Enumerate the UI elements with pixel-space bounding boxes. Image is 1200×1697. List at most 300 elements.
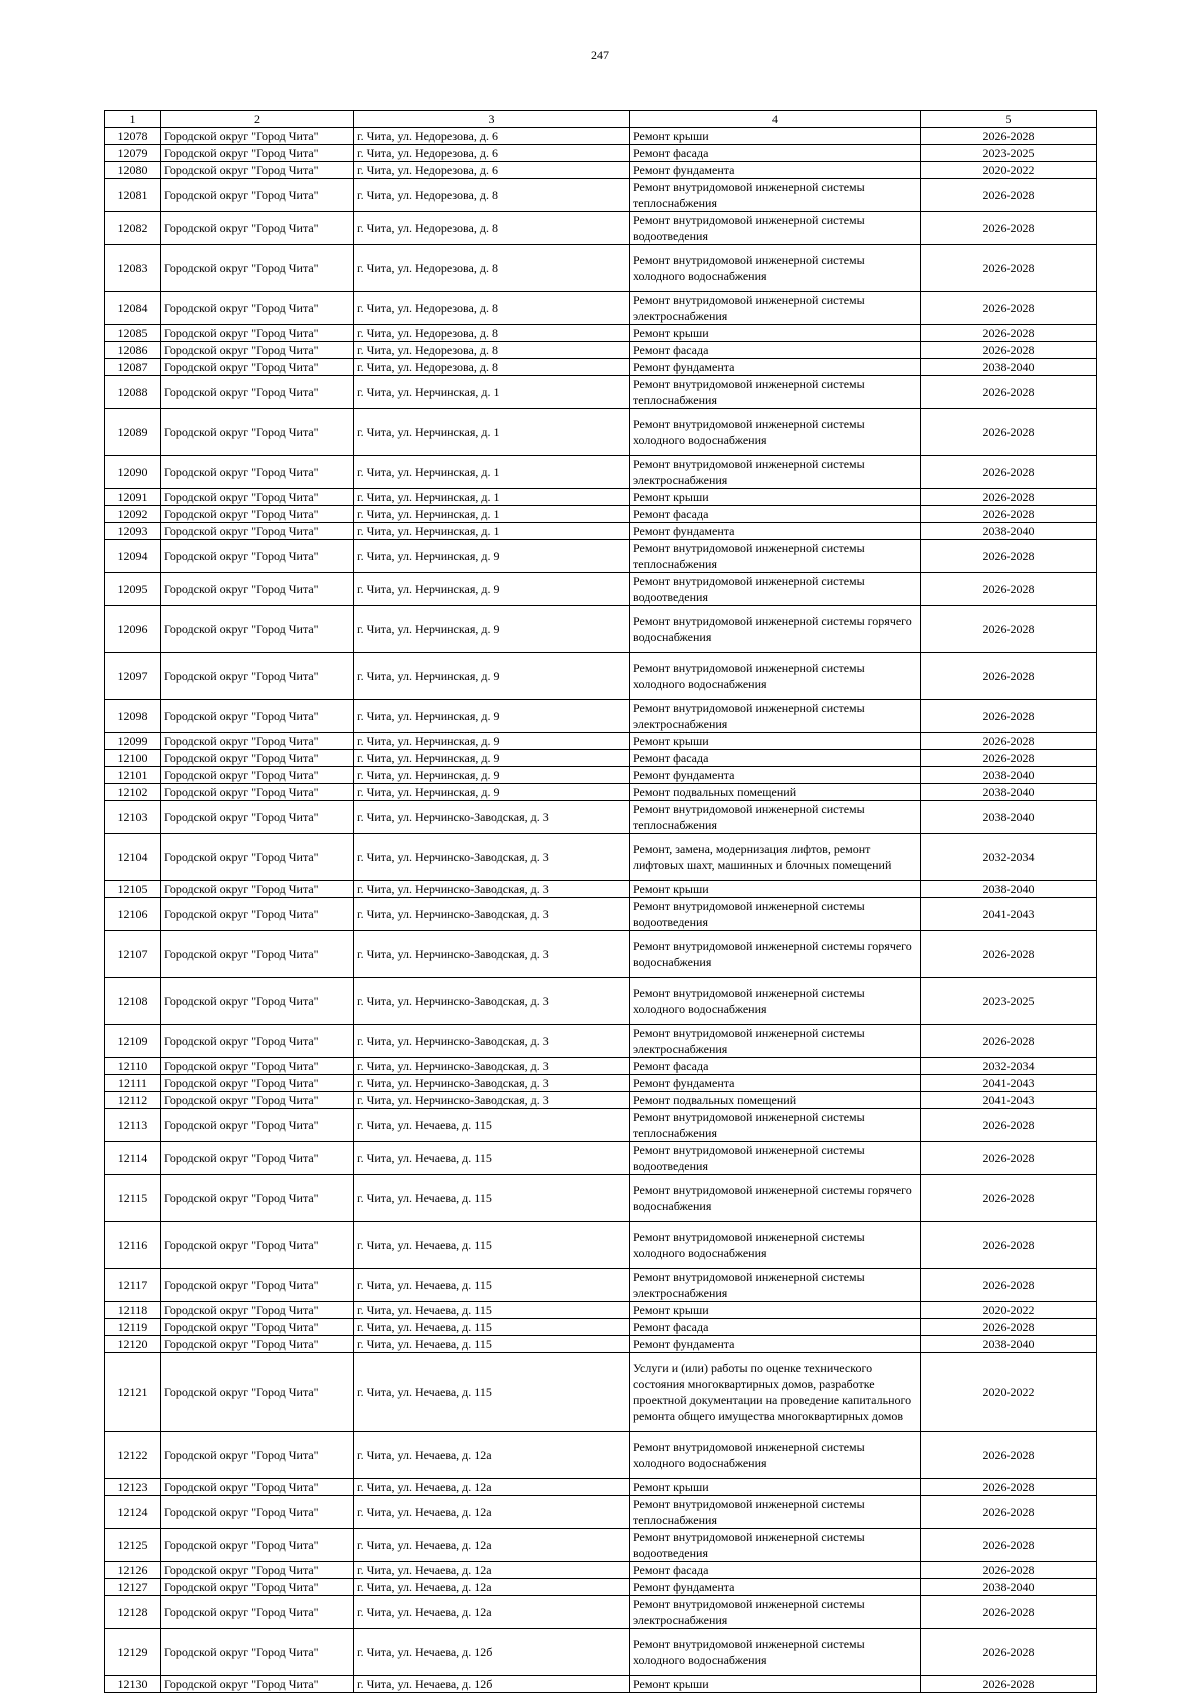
address-cell: г. Чита, ул. Нерчинская, д. 9 xyxy=(354,573,630,606)
municipality-cell: Городской округ "Город Чита" xyxy=(161,409,354,456)
table-row xyxy=(105,653,1097,700)
municipality-cell: Городской округ "Город Чита" xyxy=(161,245,354,292)
row-number-cell: 12103 xyxy=(105,801,161,834)
table-row xyxy=(105,456,1097,489)
municipality-cell: Городской округ "Город Чита" xyxy=(161,1175,354,1222)
municipality-cell: Городской округ "Город Чита" xyxy=(161,801,354,834)
table-row xyxy=(105,1109,1097,1142)
period-cell: 2026-2028 xyxy=(921,325,1097,342)
row-number-cell: 12094 xyxy=(105,540,161,573)
period-cell: 2026-2028 xyxy=(921,700,1097,733)
period-cell: 2020-2022 xyxy=(921,1353,1097,1432)
municipality-cell: Городской округ "Город Чита" xyxy=(161,834,354,881)
work-type-cell: Ремонт крыши xyxy=(630,489,921,506)
work-type-cell: Ремонт крыши xyxy=(630,733,921,750)
row-number-cell: 12092 xyxy=(105,506,161,523)
municipality-cell: Городской округ "Город Чита" xyxy=(161,1496,354,1529)
address-cell: г. Чита, ул. Нерчинская, д. 9 xyxy=(354,540,630,573)
work-type-cell: Ремонт внутридомовой инженерной системы электроснабжения xyxy=(630,700,921,733)
column-header: 1 xyxy=(105,111,161,128)
municipality-cell: Городской округ "Город Чита" xyxy=(161,489,354,506)
period-cell: 2026-2028 xyxy=(921,342,1097,359)
table-row xyxy=(105,342,1097,359)
column-header: 4 xyxy=(630,111,921,128)
row-number-cell: 12125 xyxy=(105,1529,161,1562)
row-number-cell: 12100 xyxy=(105,750,161,767)
address-cell: г. Чита, ул. Нерчинско-Заводская, д. 3 xyxy=(354,881,630,898)
table-row xyxy=(105,145,1097,162)
table-row xyxy=(105,325,1097,342)
period-cell: 2026-2028 xyxy=(921,489,1097,506)
work-type-cell: Ремонт крыши xyxy=(630,128,921,145)
municipality-cell: Городской округ "Город Чита" xyxy=(161,540,354,573)
table-row xyxy=(105,1175,1097,1222)
municipality-cell: Городской округ "Город Чита" xyxy=(161,750,354,767)
municipality-cell: Городской округ "Город Чита" xyxy=(161,1319,354,1336)
work-type-cell: Ремонт внутридомовой инженерной системы электроснабжения xyxy=(630,292,921,325)
row-number-cell: 12111 xyxy=(105,1075,161,1092)
work-type-cell: Ремонт внутридомовой инженерной системы холодного водоснабжения xyxy=(630,1222,921,1269)
municipality-cell: Городской округ "Город Чита" xyxy=(161,128,354,145)
address-cell: г. Чита, ул. Нерчинская, д. 9 xyxy=(354,750,630,767)
work-type-cell: Ремонт фундамента xyxy=(630,1075,921,1092)
address-cell: г. Чита, ул. Нечаева, д. 12а xyxy=(354,1496,630,1529)
period-cell: 2038-2040 xyxy=(921,881,1097,898)
address-cell: г. Чита, ул. Нечаева, д. 12а xyxy=(354,1529,630,1562)
municipality-cell: Городской округ "Город Чита" xyxy=(161,1529,354,1562)
work-type-cell: Ремонт внутридомовой инженерной системы теплоснабжения xyxy=(630,179,921,212)
work-type-cell: Услуги и (или) работы по оценке технического состояния многоквартирных домов, разработке проектной документации на проведение капитального ремонта общего имущества многоквартирных домов xyxy=(630,1353,921,1432)
work-type-cell: Ремонт внутридомовой инженерной системы холодного водоснабжения xyxy=(630,653,921,700)
municipality-cell: Городской округ "Город Чита" xyxy=(161,376,354,409)
table-row xyxy=(105,1529,1097,1562)
row-number-cell: 12124 xyxy=(105,1496,161,1529)
period-cell: 2026-2028 xyxy=(921,179,1097,212)
municipality-cell: Городской округ "Город Чита" xyxy=(161,359,354,376)
period-cell: 2026-2028 xyxy=(921,1175,1097,1222)
row-number-cell: 12118 xyxy=(105,1302,161,1319)
table-row xyxy=(105,1142,1097,1175)
municipality-cell: Городской округ "Город Чита" xyxy=(161,700,354,733)
address-cell: г. Чита, ул. Нерчинская, д. 9 xyxy=(354,653,630,700)
address-cell: г. Чита, ул. Нерчинско-Заводская, д. 3 xyxy=(354,1092,630,1109)
municipality-cell: Городской округ "Город Чита" xyxy=(161,1353,354,1432)
address-cell: г. Чита, ул. Нечаева, д. 12б xyxy=(354,1676,630,1693)
row-number-cell: 12117 xyxy=(105,1269,161,1302)
work-type-cell: Ремонт внутридомовой инженерной системы горячего водоснабжения xyxy=(630,1175,921,1222)
address-cell: г. Чита, ул. Нечаева, д. 115 xyxy=(354,1222,630,1269)
work-type-cell: Ремонт фасада xyxy=(630,750,921,767)
municipality-cell: Городской округ "Город Чита" xyxy=(161,1629,354,1676)
work-type-cell: Ремонт внутридомовой инженерной системы электроснабжения xyxy=(630,1269,921,1302)
municipality-cell: Городской округ "Город Чита" xyxy=(161,931,354,978)
table-row xyxy=(105,1269,1097,1302)
period-cell: 2026-2028 xyxy=(921,1529,1097,1562)
work-type-cell: Ремонт внутридомовой инженерной системы водоотведения xyxy=(630,898,921,931)
address-cell: г. Чита, ул. Недорезова, д. 8 xyxy=(354,325,630,342)
table-row xyxy=(105,162,1097,179)
table-row xyxy=(105,750,1097,767)
row-number-cell: 12080 xyxy=(105,162,161,179)
work-type-cell: Ремонт фундамента xyxy=(630,162,921,179)
period-cell: 2023-2025 xyxy=(921,145,1097,162)
municipality-cell: Городской округ "Город Чита" xyxy=(161,1025,354,1058)
period-cell: 2026-2028 xyxy=(921,1629,1097,1676)
table-row xyxy=(105,573,1097,606)
address-cell: г. Чита, ул. Нерчинская, д. 1 xyxy=(354,523,630,540)
row-number-cell: 12116 xyxy=(105,1222,161,1269)
period-cell: 2026-2028 xyxy=(921,1222,1097,1269)
work-type-cell: Ремонт внутридомовой инженерной системы водоотведения xyxy=(630,212,921,245)
row-number-cell: 12097 xyxy=(105,653,161,700)
period-cell: 2038-2040 xyxy=(921,784,1097,801)
municipality-cell: Городской округ "Город Чита" xyxy=(161,898,354,931)
period-cell: 2026-2028 xyxy=(921,1109,1097,1142)
row-number-cell: 12101 xyxy=(105,767,161,784)
work-type-cell: Ремонт внутридомовой инженерной системы теплоснабжения xyxy=(630,1496,921,1529)
address-cell: г. Чита, ул. Нерчинская, д. 9 xyxy=(354,606,630,653)
table-row xyxy=(105,931,1097,978)
row-number-cell: 12098 xyxy=(105,700,161,733)
table-row xyxy=(105,834,1097,881)
address-cell: г. Чита, ул. Нерчинская, д. 9 xyxy=(354,767,630,784)
address-cell: г. Чита, ул. Нечаева, д. 12а xyxy=(354,1579,630,1596)
column-header: 3 xyxy=(354,111,630,128)
work-type-cell: Ремонт фундамента xyxy=(630,523,921,540)
municipality-cell: Городской округ "Город Чита" xyxy=(161,292,354,325)
table-row xyxy=(105,1319,1097,1336)
row-number-cell: 12095 xyxy=(105,573,161,606)
row-number-cell: 12127 xyxy=(105,1579,161,1596)
address-cell: г. Чита, ул. Недорезова, д. 8 xyxy=(354,359,630,376)
row-number-cell: 12114 xyxy=(105,1142,161,1175)
period-cell: 2026-2028 xyxy=(921,128,1097,145)
work-type-cell: Ремонт внутридомовой инженерной системы холодного водоснабжения xyxy=(630,409,921,456)
table-row xyxy=(105,179,1097,212)
table-row xyxy=(105,540,1097,573)
address-cell: г. Чита, ул. Недорезова, д. 8 xyxy=(354,179,630,212)
period-cell: 2026-2028 xyxy=(921,1269,1097,1302)
work-type-cell: Ремонт внутридомовой инженерной системы электроснабжения xyxy=(630,456,921,489)
period-cell: 2020-2022 xyxy=(921,1302,1097,1319)
table-row xyxy=(105,489,1097,506)
row-number-cell: 12096 xyxy=(105,606,161,653)
row-number-cell: 12084 xyxy=(105,292,161,325)
row-number-cell: 12091 xyxy=(105,489,161,506)
municipality-cell: Городской округ "Город Чита" xyxy=(161,162,354,179)
address-cell: г. Чита, ул. Нерчинская, д. 1 xyxy=(354,489,630,506)
municipality-cell: Городской округ "Город Чита" xyxy=(161,1596,354,1629)
work-type-cell: Ремонт внутридомовой инженерной системы теплоснабжения xyxy=(630,801,921,834)
municipality-cell: Городской округ "Город Чита" xyxy=(161,1479,354,1496)
address-cell: г. Чита, ул. Нечаева, д. 12б xyxy=(354,1629,630,1676)
municipality-cell: Городской округ "Город Чита" xyxy=(161,978,354,1025)
period-cell: 2023-2025 xyxy=(921,978,1097,1025)
work-type-cell: Ремонт фасада xyxy=(630,1562,921,1579)
table-row xyxy=(105,733,1097,750)
row-number-cell: 12130 xyxy=(105,1676,161,1693)
address-cell: г. Чита, ул. Недорезова, д. 8 xyxy=(354,245,630,292)
row-number-cell: 12081 xyxy=(105,179,161,212)
table-row xyxy=(105,409,1097,456)
municipality-cell: Городской округ "Город Чита" xyxy=(161,1302,354,1319)
municipality-cell: Городской округ "Город Чита" xyxy=(161,881,354,898)
period-cell: 2032-2034 xyxy=(921,1058,1097,1075)
municipality-cell: Городской округ "Город Чита" xyxy=(161,1676,354,1693)
row-number-cell: 12120 xyxy=(105,1336,161,1353)
municipality-cell: Городской округ "Город Чита" xyxy=(161,1579,354,1596)
row-number-cell: 12108 xyxy=(105,978,161,1025)
row-number-cell: 12104 xyxy=(105,834,161,881)
row-number-cell: 12082 xyxy=(105,212,161,245)
work-type-cell: Ремонт внутридомовой инженерной системы электроснабжения xyxy=(630,1596,921,1629)
municipality-cell: Городской округ "Город Чита" xyxy=(161,456,354,489)
work-type-cell: Ремонт, замена, модернизация лифтов, ремонт лифтовых шахт, машинных и блочных помещений xyxy=(630,834,921,881)
municipality-cell: Городской округ "Город Чита" xyxy=(161,145,354,162)
period-cell: 2026-2028 xyxy=(921,456,1097,489)
table-row xyxy=(105,784,1097,801)
table-row xyxy=(105,898,1097,931)
municipality-cell: Городской округ "Город Чита" xyxy=(161,523,354,540)
work-type-cell: Ремонт внутридомовой инженерной системы водоотведения xyxy=(630,1142,921,1175)
row-number-cell: 12078 xyxy=(105,128,161,145)
row-number-cell: 12086 xyxy=(105,342,161,359)
municipality-cell: Городской округ "Город Чита" xyxy=(161,1562,354,1579)
period-cell: 2038-2040 xyxy=(921,1336,1097,1353)
row-number-cell: 12109 xyxy=(105,1025,161,1058)
row-number-cell: 12119 xyxy=(105,1319,161,1336)
address-cell: г. Чита, ул. Недорезова, д. 6 xyxy=(354,128,630,145)
municipality-cell: Городской округ "Город Чита" xyxy=(161,179,354,212)
address-cell: г. Чита, ул. Недорезова, д. 8 xyxy=(354,292,630,325)
row-number-cell: 12102 xyxy=(105,784,161,801)
work-type-cell: Ремонт крыши xyxy=(630,1676,921,1693)
address-cell: г. Чита, ул. Недорезова, д. 6 xyxy=(354,145,630,162)
address-cell: г. Чита, ул. Нерчинско-Заводская, д. 3 xyxy=(354,801,630,834)
work-type-cell: Ремонт фасада xyxy=(630,342,921,359)
address-cell: г. Чита, ул. Нерчинская, д. 1 xyxy=(354,409,630,456)
row-number-cell: 12128 xyxy=(105,1596,161,1629)
address-cell: г. Чита, ул. Нерчинская, д. 1 xyxy=(354,456,630,489)
municipality-cell: Городской округ "Город Чита" xyxy=(161,1336,354,1353)
address-cell: г. Чита, ул. Нечаева, д. 12а xyxy=(354,1562,630,1579)
period-cell: 2026-2028 xyxy=(921,653,1097,700)
municipality-cell: Городской округ "Город Чита" xyxy=(161,342,354,359)
period-cell: 2026-2028 xyxy=(921,245,1097,292)
address-cell: г. Чита, ул. Нерчинско-Заводская, д. 3 xyxy=(354,978,630,1025)
period-cell: 2026-2028 xyxy=(921,376,1097,409)
municipality-cell: Городской округ "Город Чита" xyxy=(161,1222,354,1269)
municipality-cell: Городской округ "Город Чита" xyxy=(161,506,354,523)
address-cell: г. Чита, ул. Нерчинская, д. 1 xyxy=(354,376,630,409)
work-type-cell: Ремонт внутридомовой инженерной системы теплоснабжения xyxy=(630,540,921,573)
table-row xyxy=(105,523,1097,540)
address-cell: г. Чита, ул. Нечаева, д. 115 xyxy=(354,1319,630,1336)
row-number-cell: 12129 xyxy=(105,1629,161,1676)
municipality-cell: Городской округ "Город Чита" xyxy=(161,767,354,784)
table-row xyxy=(105,1092,1097,1109)
table-row xyxy=(105,1579,1097,1596)
table-row xyxy=(105,700,1097,733)
period-cell: 2026-2028 xyxy=(921,1562,1097,1579)
row-number-cell: 12088 xyxy=(105,376,161,409)
municipality-cell: Городской округ "Город Чита" xyxy=(161,325,354,342)
table-header-row xyxy=(105,111,1097,128)
work-type-cell: Ремонт внутридомовой инженерной системы горячего водоснабжения xyxy=(630,606,921,653)
address-cell: г. Чита, ул. Нечаева, д. 115 xyxy=(354,1336,630,1353)
period-cell: 2032-2034 xyxy=(921,834,1097,881)
municipality-cell: Городской округ "Город Чита" xyxy=(161,1432,354,1479)
table-row xyxy=(105,1302,1097,1319)
table-row xyxy=(105,1222,1097,1269)
row-number-cell: 12083 xyxy=(105,245,161,292)
work-type-cell: Ремонт фасада xyxy=(630,145,921,162)
address-cell: г. Чита, ул. Нерчинско-Заводская, д. 3 xyxy=(354,1025,630,1058)
period-cell: 2038-2040 xyxy=(921,767,1097,784)
period-cell: 2026-2028 xyxy=(921,733,1097,750)
work-type-cell: Ремонт внутридомовой инженерной системы водоотведения xyxy=(630,1529,921,1562)
row-number-cell: 12089 xyxy=(105,409,161,456)
row-number-cell: 12123 xyxy=(105,1479,161,1496)
period-cell: 2038-2040 xyxy=(921,523,1097,540)
municipality-cell: Городской округ "Город Чита" xyxy=(161,1142,354,1175)
period-cell: 2026-2028 xyxy=(921,1319,1097,1336)
table-row xyxy=(105,767,1097,784)
work-type-cell: Ремонт фасада xyxy=(630,506,921,523)
period-cell: 2038-2040 xyxy=(921,801,1097,834)
period-cell: 2026-2028 xyxy=(921,573,1097,606)
work-type-cell: Ремонт подвальных помещений xyxy=(630,1092,921,1109)
period-cell: 2038-2040 xyxy=(921,359,1097,376)
municipality-cell: Городской округ "Город Чита" xyxy=(161,733,354,750)
period-cell: 2026-2028 xyxy=(921,1479,1097,1496)
address-cell: г. Чита, ул. Нерчинская, д. 1 xyxy=(354,506,630,523)
address-cell: г. Чита, ул. Нечаева, д. 115 xyxy=(354,1302,630,1319)
row-number-cell: 12107 xyxy=(105,931,161,978)
period-cell: 2026-2028 xyxy=(921,1596,1097,1629)
period-cell: 2041-2043 xyxy=(921,1092,1097,1109)
work-type-cell: Ремонт фасада xyxy=(630,1058,921,1075)
row-number-cell: 12122 xyxy=(105,1432,161,1479)
work-type-cell: Ремонт внутридомовой инженерной системы теплоснабжения xyxy=(630,376,921,409)
period-cell: 2041-2043 xyxy=(921,1075,1097,1092)
row-number-cell: 12090 xyxy=(105,456,161,489)
table-row xyxy=(105,1479,1097,1496)
table-row xyxy=(105,1025,1097,1058)
period-cell: 2026-2028 xyxy=(921,750,1097,767)
row-number-cell: 12106 xyxy=(105,898,161,931)
work-type-cell: Ремонт внутридомовой инженерной системы электроснабжения xyxy=(630,1025,921,1058)
row-number-cell: 12126 xyxy=(105,1562,161,1579)
municipality-cell: Городской округ "Город Чита" xyxy=(161,573,354,606)
period-cell: 2026-2028 xyxy=(921,540,1097,573)
address-cell: г. Чита, ул. Нерчинско-Заводская, д. 3 xyxy=(354,1075,630,1092)
address-cell: г. Чита, ул. Нечаева, д. 12а xyxy=(354,1479,630,1496)
municipality-cell: Городской округ "Город Чита" xyxy=(161,606,354,653)
municipality-cell: Городской округ "Город Чита" xyxy=(161,1092,354,1109)
work-type-cell: Ремонт крыши xyxy=(630,1302,921,1319)
table-row xyxy=(105,1496,1097,1529)
address-cell: г. Чита, ул. Нечаева, д. 115 xyxy=(354,1175,630,1222)
period-cell: 2026-2028 xyxy=(921,1142,1097,1175)
row-number-cell: 12093 xyxy=(105,523,161,540)
table-row xyxy=(105,506,1097,523)
period-cell: 2026-2028 xyxy=(921,292,1097,325)
work-type-cell: Ремонт внутридомовой инженерной системы холодного водоснабжения xyxy=(630,1629,921,1676)
address-cell: г. Чита, ул. Недорезова, д. 8 xyxy=(354,212,630,245)
table-row xyxy=(105,1676,1097,1693)
work-type-cell: Ремонт внутридомовой инженерной системы горячего водоснабжения xyxy=(630,931,921,978)
work-type-cell: Ремонт фасада xyxy=(630,1319,921,1336)
table-row xyxy=(105,245,1097,292)
table-row xyxy=(105,801,1097,834)
address-cell: г. Чита, ул. Нерчинско-Заводская, д. 3 xyxy=(354,834,630,881)
row-number-cell: 12112 xyxy=(105,1092,161,1109)
period-cell: 2020-2022 xyxy=(921,162,1097,179)
period-cell: 2041-2043 xyxy=(921,898,1097,931)
table-row xyxy=(105,606,1097,653)
address-cell: г. Чита, ул. Нерчинско-Заводская, д. 3 xyxy=(354,931,630,978)
row-number-cell: 12099 xyxy=(105,733,161,750)
work-type-cell: Ремонт подвальных помещений xyxy=(630,784,921,801)
address-cell: г. Чита, ул. Нерчинская, д. 9 xyxy=(354,700,630,733)
municipality-cell: Городской округ "Город Чита" xyxy=(161,1109,354,1142)
table-row xyxy=(105,1336,1097,1353)
address-cell: г. Чита, ул. Нечаева, д. 115 xyxy=(354,1353,630,1432)
table-row xyxy=(105,881,1097,898)
period-cell: 2026-2028 xyxy=(921,1676,1097,1693)
row-number-cell: 12115 xyxy=(105,1175,161,1222)
row-number-cell: 12105 xyxy=(105,881,161,898)
column-header: 2 xyxy=(161,111,354,128)
work-type-cell: Ремонт внутридомовой инженерной системы водоотведения xyxy=(630,573,921,606)
table-row xyxy=(105,359,1097,376)
table-row xyxy=(105,128,1097,145)
period-cell: 2038-2040 xyxy=(921,1579,1097,1596)
table-row xyxy=(105,1562,1097,1579)
municipality-cell: Городской округ "Город Чита" xyxy=(161,1075,354,1092)
table-row xyxy=(105,1596,1097,1629)
table-row xyxy=(105,292,1097,325)
address-cell: г. Чита, ул. Нечаева, д. 115 xyxy=(354,1109,630,1142)
table-row xyxy=(105,212,1097,245)
work-type-cell: Ремонт фундамента xyxy=(630,359,921,376)
work-type-cell: Ремонт фундамента xyxy=(630,1579,921,1596)
page-number: 247 xyxy=(591,48,609,62)
address-cell: г. Чита, ул. Нерчинская, д. 9 xyxy=(354,733,630,750)
municipality-cell: Городской округ "Город Чита" xyxy=(161,1269,354,1302)
table-row xyxy=(105,376,1097,409)
row-number-cell: 12085 xyxy=(105,325,161,342)
address-cell: г. Чита, ул. Нечаева, д. 115 xyxy=(354,1142,630,1175)
work-type-cell: Ремонт внутридомовой инженерной системы холодного водоснабжения xyxy=(630,978,921,1025)
period-cell: 2026-2028 xyxy=(921,606,1097,653)
table-row xyxy=(105,1432,1097,1479)
period-cell: 2026-2028 xyxy=(921,1025,1097,1058)
table-body xyxy=(105,128,1097,1693)
period-cell: 2026-2028 xyxy=(921,931,1097,978)
work-type-cell: Ремонт фундамента xyxy=(630,767,921,784)
period-cell: 2026-2028 xyxy=(921,506,1097,523)
municipality-cell: Городской округ "Город Чита" xyxy=(161,653,354,700)
table-row xyxy=(105,1629,1097,1676)
period-cell: 2026-2028 xyxy=(921,212,1097,245)
address-cell: г. Чита, ул. Нерчинско-Заводская, д. 3 xyxy=(354,1058,630,1075)
period-cell: 2026-2028 xyxy=(921,1432,1097,1479)
municipality-cell: Городской округ "Город Чита" xyxy=(161,212,354,245)
work-type-cell: Ремонт фундамента xyxy=(630,1336,921,1353)
work-type-cell: Ремонт крыши xyxy=(630,1479,921,1496)
